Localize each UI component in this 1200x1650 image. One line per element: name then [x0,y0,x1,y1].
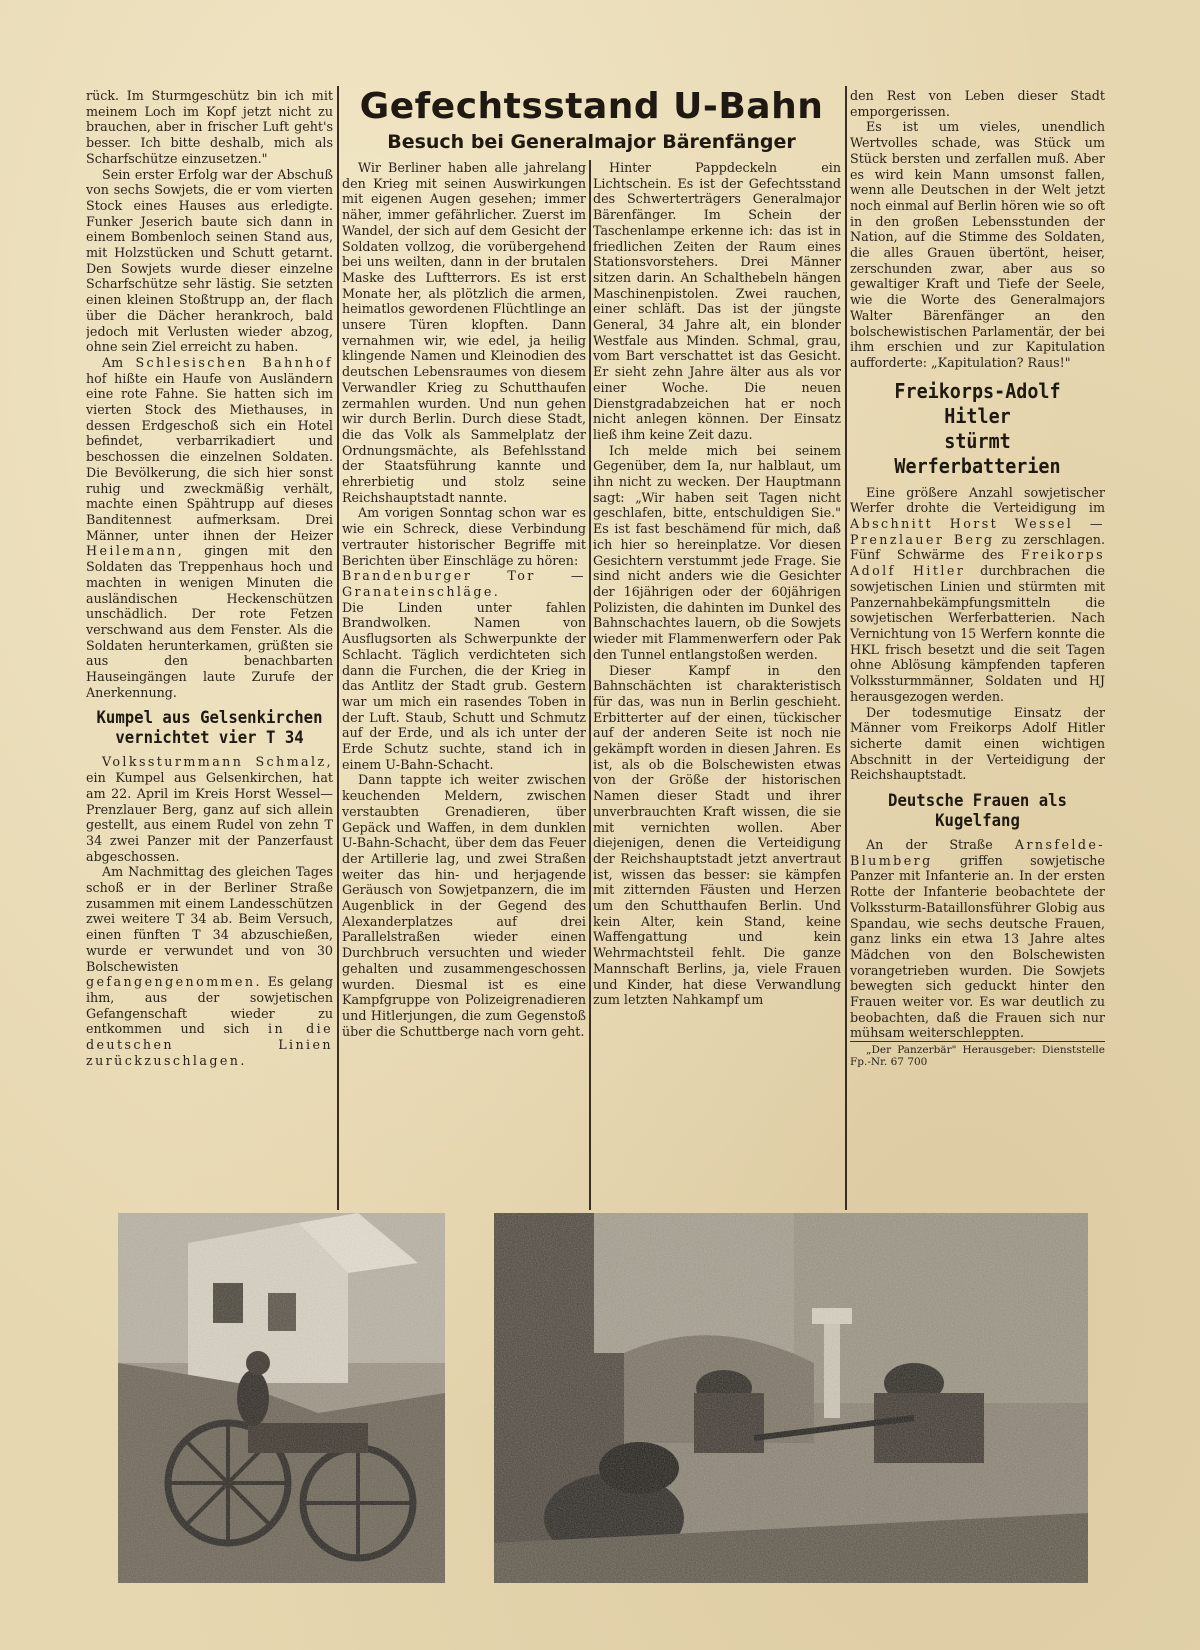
col2-para-2: Am vorigen Sonntag schon war es wie ein Schreck, diese Verbindung vertrauter historischer Begriffe mit Berichten über Einschläge zu hören: [342,505,586,568]
kumpel-linien: in die deutschen Linien zurückzuschlagen. [86,1021,333,1068]
article-subheadline: Besuch bei Generalmajor Bärenfänger [387,131,796,153]
kumpel-name: Volkssturmmann Schmalz, [102,754,333,770]
col3-para-3: Dieser Kampf in den Bahnschächten ist charakteristisch für das, was nun in Berlin geschieht. Erbitterter auf der einen, tückischer auf der anderen Seite ist noch nie gekämpft worden in diesen Jahren. Es ist, als ob die Bolschewisten etwas von der Größe der historischen Namen dieser Stadt und ihrer unverbrauchten Kraft wissen, die sie mit vernichten wollen. Aber diejenigen, denen die Verteidigung der Reichshauptstadt jetzt anvertraut ist, wissen das besser: sie kämpfen mit zitternden Fäusten und Herzen um den Schutthaufen Berlin. Und kein Alter, kein Stand, keine Waffengattung und kein Wehrmachtsteil fehlt. Die ganze Mannschaft Berlins, ja, viele Frauen und Kinder, hat diese Verwandlung zum letzten Nahkampf um [593,662,841,1008]
kumpel-headline-line-1: Kumpel aus Gelsenkirchen [96,708,323,729]
col1-schlesisch-prefix: Am [102,354,124,370]
kumpel-headline-line-2: vernichtet vier T 34 [115,728,304,749]
kumpel-para-1 [86,754,333,864]
col1-schlesisch-body: hof hißte ein Haufe von Ausländern eine rote Fahne. Sie hatten sich im vierten Stock des Miethauses, in dessen Erdgeschoß sich ein Hotel befindet, verbarrikadiert und beschossen die einzelnen Soldaten. Die Bevölkerung, die sich hier sonst ruhig und zweckmäßig verhält, machte einen Spähtrupp auf dieses Banditennest aufmerksam. Drei Männer, unter ihnen der Heizer [86,370,333,543]
col1-para-1: rück. Im Sturmgeschütz bin ich mit meinem Loch im Kopf jetzt nicht zu brauchen, aber in frischer Luft geht's besser. Ich bitte deshalb, mich als Scharfschütze einzusetzen." [86,88,333,166]
freikorps-abschnitt: Abschnitt Horst Wessel — Prenzlauer Berg [850,516,1105,547]
col2-para-4: Dann tappte ich weiter zwischen keuchenden Meldern, zwischen verstaubten Grenadieren, über Gepäck und Waffen, in dem dunklen U-Bahn-Schacht, über dem das Feuer der Artillerie lag, und zwei Straßen weiter das hin- und herjagende Geräusch von Sowjetpanzern, die im Augenblick in der Gegend des Alexanderplatzes auf drei Parallelstraßen wieder einen Durchbruch versuchten und wieder gehalten und zusammengeschossen wurden. Diesmal ist es eine Kampfgruppe von Polizeigrenadieren und Hitlerjungen, die zum Gegenstoß über die Schuttberge nach vorn geht. [342,772,586,1039]
photo-soldiers-helmets-icon [494,1213,1088,1583]
col4-para-2: Es ist um vieles, unendlich Wertvolles schade, was Stück um Stück bersten und zerfallen muß. Aber es wird kein Mann umsonst fallen, wenn alle Deutschen in der Welt jetzt noch einmal auf Berlin hören wie so oft in den großen Lebensstunden der Nation, auf die Stimme des Soldaten, die alles Grauen übertönt, heiser, zerschunden zwar, aber aus so gewaltiger Kraft und Tiefe der Seele, wie die Worte des Generalmajors Walter Bärenfänger an den bolschewistischen Parlamentär, der bei ihm erschien und zur Kapitulation aufforderte: „Kapitulation? Raus!" [850,119,1105,370]
publisher-note: „Der Panzerbär" Herausgeber: Dienststelle Fp.-Nr. 67 700 [850,1041,1105,1068]
freikorps-p1c: durchbrachen die sowjetischen Linien und stürmten mit Panzernahbekämpfungsmitteln die sowjetischen Werferbatterien. Nach Vernichtung von 15 Werfern konnte die HKL frisch besetzt und die seit Tagen ohne Ablösung kämpfenden tapferen Volkssturmmänner, Soldaten und HJ herausgezogen werden. [850,563,1105,704]
freikorps-headline-line-2: stürmt Werferbatterien [894,428,1061,478]
col2-para-3: Die Linden unter fahlen Brandwolken. Namen von Ausflugsorten als Schwerpunkte der Schlacht. Täglich verdichteten sich dann die Furchen, die der Krieg in das Antlitz der Stadt grub. Gestern war um mich ein rasendes Toben in der Luft. Staub, Schutt und Schmutz auf der Erde, und als ich unter der Erde Schutz suchte, stand ich in einem U-Bahn-Schacht. [342,599,586,772]
col1-para-3 [86,355,333,700]
frauen-para-1 [850,837,1105,1041]
kumpel-gefangen: gefangengenommen. [86,974,262,990]
photo-ruins-cart-svg [118,1213,445,1583]
article-headline: Gefechtsstand U-Bahn [359,86,824,127]
freikorps-headline-line-1: Freikorps-Adolf Hitler [894,378,1061,428]
freikorps-p1b: zu zerschlagen. Fünf Schwärme des [850,531,1105,563]
frauen-strasse: Arnsfelde-Blumberg [850,837,1105,868]
col1-schlesisch-end: gingen mit den Soldaten das Treppenhaus hoch und machten in wenigen Minuten die ausländischen Heckenschützen unschädlich. Der rote Fetzen verschwand aus dem Fenster. Als die Soldaten herunterkamen, grüßten sie aus den benachbarten Hauseingängen laute Zurufe der Anerkennung. [86,543,333,700]
col3-para-1: Hinter Pappdeckeln ein Lichtschein. Es ist der Gefechtsstand des Schwerterträgers Generalmajor Bärenfänger. Im Schein der Taschenlampe erkenne ich: das ist in friedlichen Zeiten der Raum eines Stationsvorstehers. Drei Männer sitzen darin. An Schalthebeln hängen Maschinenpistolen. Zwei rauchen, einer schläft. Das ist der jüngste General, 34 Jahre alt, ein blonder Westfale aus Minden. Schmal, grau, vom Bart verschattet ist das Gesicht. Er sieht zehn Jahre älter aus als vor einer Woche. Die neuen Dienstgradabzeichen hat er noch nicht anlegen können. Der Einsatz ließ ihm keine Zeit dazu. [593,160,841,442]
kumpel-para-2b: Es gelang ihm, aus der sowjetischen Gefangenschaft wieder zu entkommen und sich [86,974,333,1037]
freikorps-headline [860,379,1095,479]
column-rule-3 [845,86,847,1210]
column-rule-2 [589,160,591,1210]
frauen-p1a: An der Straße [866,837,993,853]
freikorps-name: Freikorps Adolf Hitler [850,547,1105,579]
frauen-headline: Deutsche Frauen als Kugelfang [888,791,1067,832]
freikorps-p1a: Eine größere Anzahl sowjetischer Werfer drohte die Verteidigung im [850,484,1105,516]
col3-para-2: Ich melde mich bei seinem Gegenüber, dem Ia, nur halblaut, um ihn nicht zu wecken. Der Hauptmann sagt: „Wir haben seit Tagen nicht geschlafen, bitte, entschuldigen Sie." Es ist fast beschämend für mich, daß ich hier so hereinplatze. Vor diesen Gesichtern verstummt jede Frage. Sie sind nicht anders wie die Gesichter der 16jährigen oder der 60jährigen Polizisten, die dahinten im Dunkel des Bahnschachtes lauern, ob die Sowjets wieder mit Flammenwerfern oder Pak den Tunnel entlangstoßen werden. [593,442,841,662]
column-1 [86,88,333,1210]
col1-schlesisch-spaced: Schlesischen Bahnhof [135,354,333,370]
kumpel-headline [96,708,323,748]
column-3 [593,160,841,1205]
frauen-p1b: griffen sowjetische Panzer mit Infanterie an. In der ersten Rotte der Infanterie beobachtete der Volkssturm-Bataillonsführer Globig aus Spandau, wie sechs deutsche Frauen, ganz links ein etwa 13 Jahre altes Mädchen von den Bolschewisten vorangetrieben wurden. Die Sowjets bewegten sich geduckt hinter den Frauen weiter vor. Es war deutlich zu beobachten, daß die Frauen sich nur mühsam weiterschleppten. [850,852,1105,1041]
column-4 [850,88,1105,1173]
col4-para-1: den Rest von Leben dieser Stadt emporgerissen. [850,88,1105,119]
column-rule-1 [337,86,339,1210]
col2-brandenburg: Brandenburger Tor — Granateinschläge. [342,568,586,599]
freikorps-para-2: Der todesmutige Einsatz der Männer vom Freikorps Adolf Hitler sicherte damit einen wichtigen Abschnitt in der Verteidigung der Reichshauptstadt. [850,704,1105,783]
col1-heizer-name: Heilemann, [86,543,185,559]
col1-para-2: Sein erster Erfolg war der Abschuß von sechs Sowjets, die er vom vierten Stock eines Hauses aus erledigte. Funker Jeserich baute sich dann in einem Bombenloch seinen Stand aus, mit Holzstücken und Schutt getarnt. Den Sowjets wurde dieser einzelne Scharfschütze sehr lästig. Sie setzten einen kleinen Stoßtrupp an, der flach über die Dächer herankroch, bald jedoch mit Verlusten wieder abzog, ohne sein Ziel erreicht zu haben. [86,166,333,355]
kumpel-para-2 [86,864,333,1068]
col2-para-1: Wir Berliner haben alle jahrelang den Krieg mit seinen Auswirkungen mit eigenen Augen gesehen; immer näher, immer gefährlicher. Zuerst im Wandel, der sich auf dem Gesicht der Soldaten vollzog, die vorübergehend bei uns weilten, dann in der brutalen Maske des Luftterrors. Es ist erst Monate her, als plötzlich die armen, heimatlos gewordenen Flüchtlinge an unsere Türen klopften. Dann vernahmen wir, wie edel, ja heilig klingende Namen und Kleinodien des deutschen Lebensraumes von diesem Verwandler Krieg zu Schutthaufen zermahlen wurden. Und nun gehen wir durch Berlin. Durch diese Stadt, die das Volk als Sammelplatz der Ordnungsmächte, als Befehlsstand der Staatsführung kannte und ehrerbietig und stolz seine Reichshauptstadt nannte. [342,160,586,505]
kumpel-para-2-text: Am Nachmittag des gleichen Tages schoß er in der Berliner Straße zusammen mit einem Landesschützen zwei weitere T 34 ab. Beim Versuch, einen fünften T 34 abzuschießen, wurde er verwundet und von 30 Bolschewisten [86,864,333,974]
photo-ruins-cart-icon [118,1213,445,1583]
kumpel-para-1-text: ein Kumpel aus Gelsenkirchen, hat am 22. April im Kreis Horst Wessel—Prenzlauer Berg, ganz auf sich allein gestellt, aus einem Rudel von zehn T 34 zwei Panzer mit der Panzerfaust abgeschossen. [86,770,333,864]
column-2 [342,160,586,1205]
freikorps-para-1 [850,485,1105,705]
photo-soldiers-helmets-svg [494,1213,1088,1583]
